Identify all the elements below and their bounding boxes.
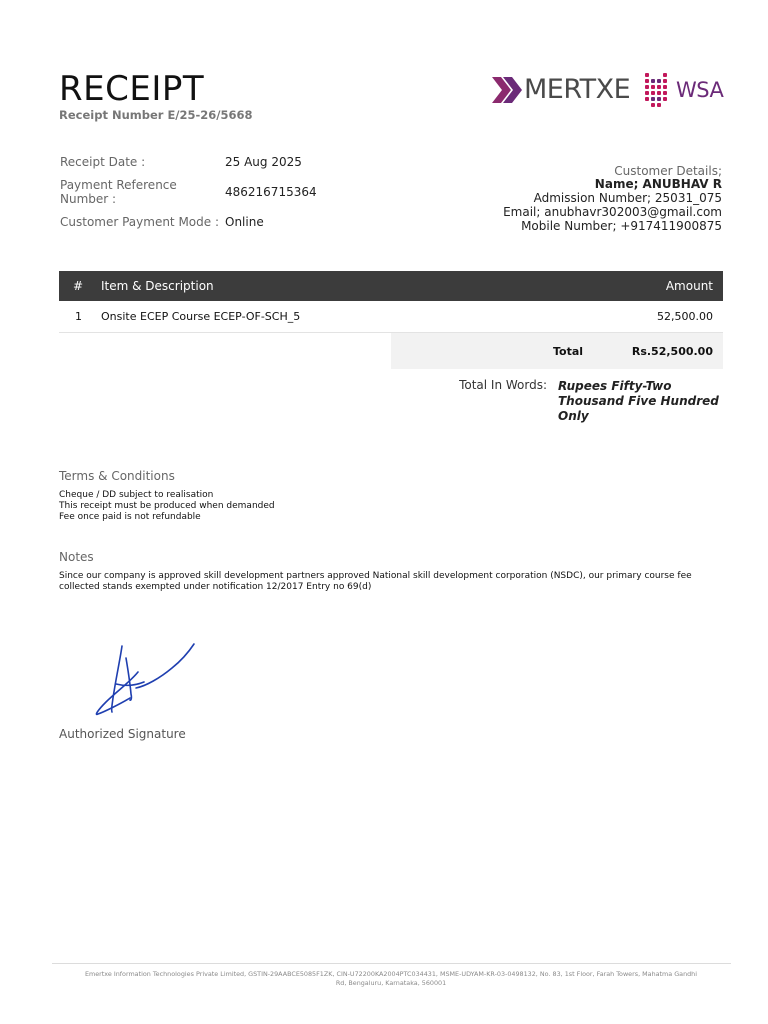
words-line-3: Only — [558, 409, 589, 423]
words-line-2: Thousand Five Hundred — [558, 394, 719, 408]
terms-line-1: Cheque / DD subject to realisation — [59, 490, 214, 500]
customer-mobile: Mobile Number; +917411900875 — [521, 219, 722, 233]
items-table-header — [59, 271, 723, 301]
footer-divider — [52, 963, 731, 964]
notes-line-2: collected stands exempted under notification 12/2017 Entry no 69(d) — [59, 582, 372, 592]
payment-ref-label-line2: Number : — [60, 192, 117, 206]
terms-heading: Terms & Conditions — [59, 469, 175, 483]
customer-name: Name; ANUBHAV R — [594, 177, 722, 191]
words-line-1: Rupees Fifty-Two — [558, 379, 672, 393]
row-amount: 52,500.00 — [657, 310, 713, 323]
row-item: Onsite ECEP Course ECEP-OF-SCH_5 — [101, 310, 301, 323]
total-in-words-label: Total In Words: — [459, 378, 547, 392]
total-row — [391, 333, 723, 369]
total-in-words-value — [558, 379, 728, 424]
customer-admission: Admission Number; 25031_075 — [533, 191, 722, 205]
total-value: Rs.52,500.00 — [631, 345, 713, 358]
notes-text — [59, 571, 719, 593]
mertxe-logo-text: MERTXE — [524, 74, 631, 105]
terms-line-2: This receipt must be produced when demanded — [59, 501, 275, 511]
receipt-date-label: Receipt Date : — [60, 155, 146, 169]
dot-grid-icon — [643, 72, 671, 108]
payment-mode-label: Customer Payment Mode : — [60, 215, 220, 229]
payment-ref-value: 486216715364 — [225, 185, 317, 199]
customer-details-heading: Customer Details; — [614, 164, 722, 178]
payment-ref-label-line1: Payment Reference — [60, 178, 177, 192]
header-item: Item & Description — [101, 279, 214, 293]
signature-image — [86, 638, 202, 722]
chevron-mark-icon — [492, 77, 524, 103]
total-label: Total — [553, 345, 584, 358]
receipt-date-value: 25 Aug 2025 — [225, 155, 302, 169]
page-title: RECEIPT — [59, 69, 205, 109]
company-logos — [492, 70, 724, 110]
authorized-signature-label: Authorized Signature — [59, 727, 186, 741]
footer-line-1: Emertxe Information Technologies Private Limited, GSTIN-29AABCE5085F1ZK, CIN-U72200KA2004PTC034431, MSME-UDYAM-KR-03-0498132, No. 83, 1st Floor, Farah Towers, Mahatma Gandhi — [84, 970, 698, 978]
notes-line-1: Since our company is approved skill development partners approved National skill development corporation (NSDC), our primary course fee — [59, 571, 692, 581]
notes-heading: Notes — [59, 550, 94, 564]
payment-mode-value: Online — [225, 215, 264, 229]
receipt-number: Receipt Number E/25-26/5668 — [59, 108, 253, 122]
header-index: # — [73, 279, 84, 293]
row-index: 1 — [75, 310, 82, 323]
customer-email: Email; anubhavr302003@gmail.com — [503, 205, 722, 219]
table-row — [59, 301, 723, 333]
terms-line-3: Fee once paid is not refundable — [59, 512, 201, 522]
header-amount: Amount — [665, 279, 713, 293]
wsa-logo-text: WSA — [676, 78, 724, 102]
footer-line-2: Rd, Bengaluru, Karnataka, 560001 — [335, 979, 447, 987]
footer-company-info — [50, 970, 732, 988]
